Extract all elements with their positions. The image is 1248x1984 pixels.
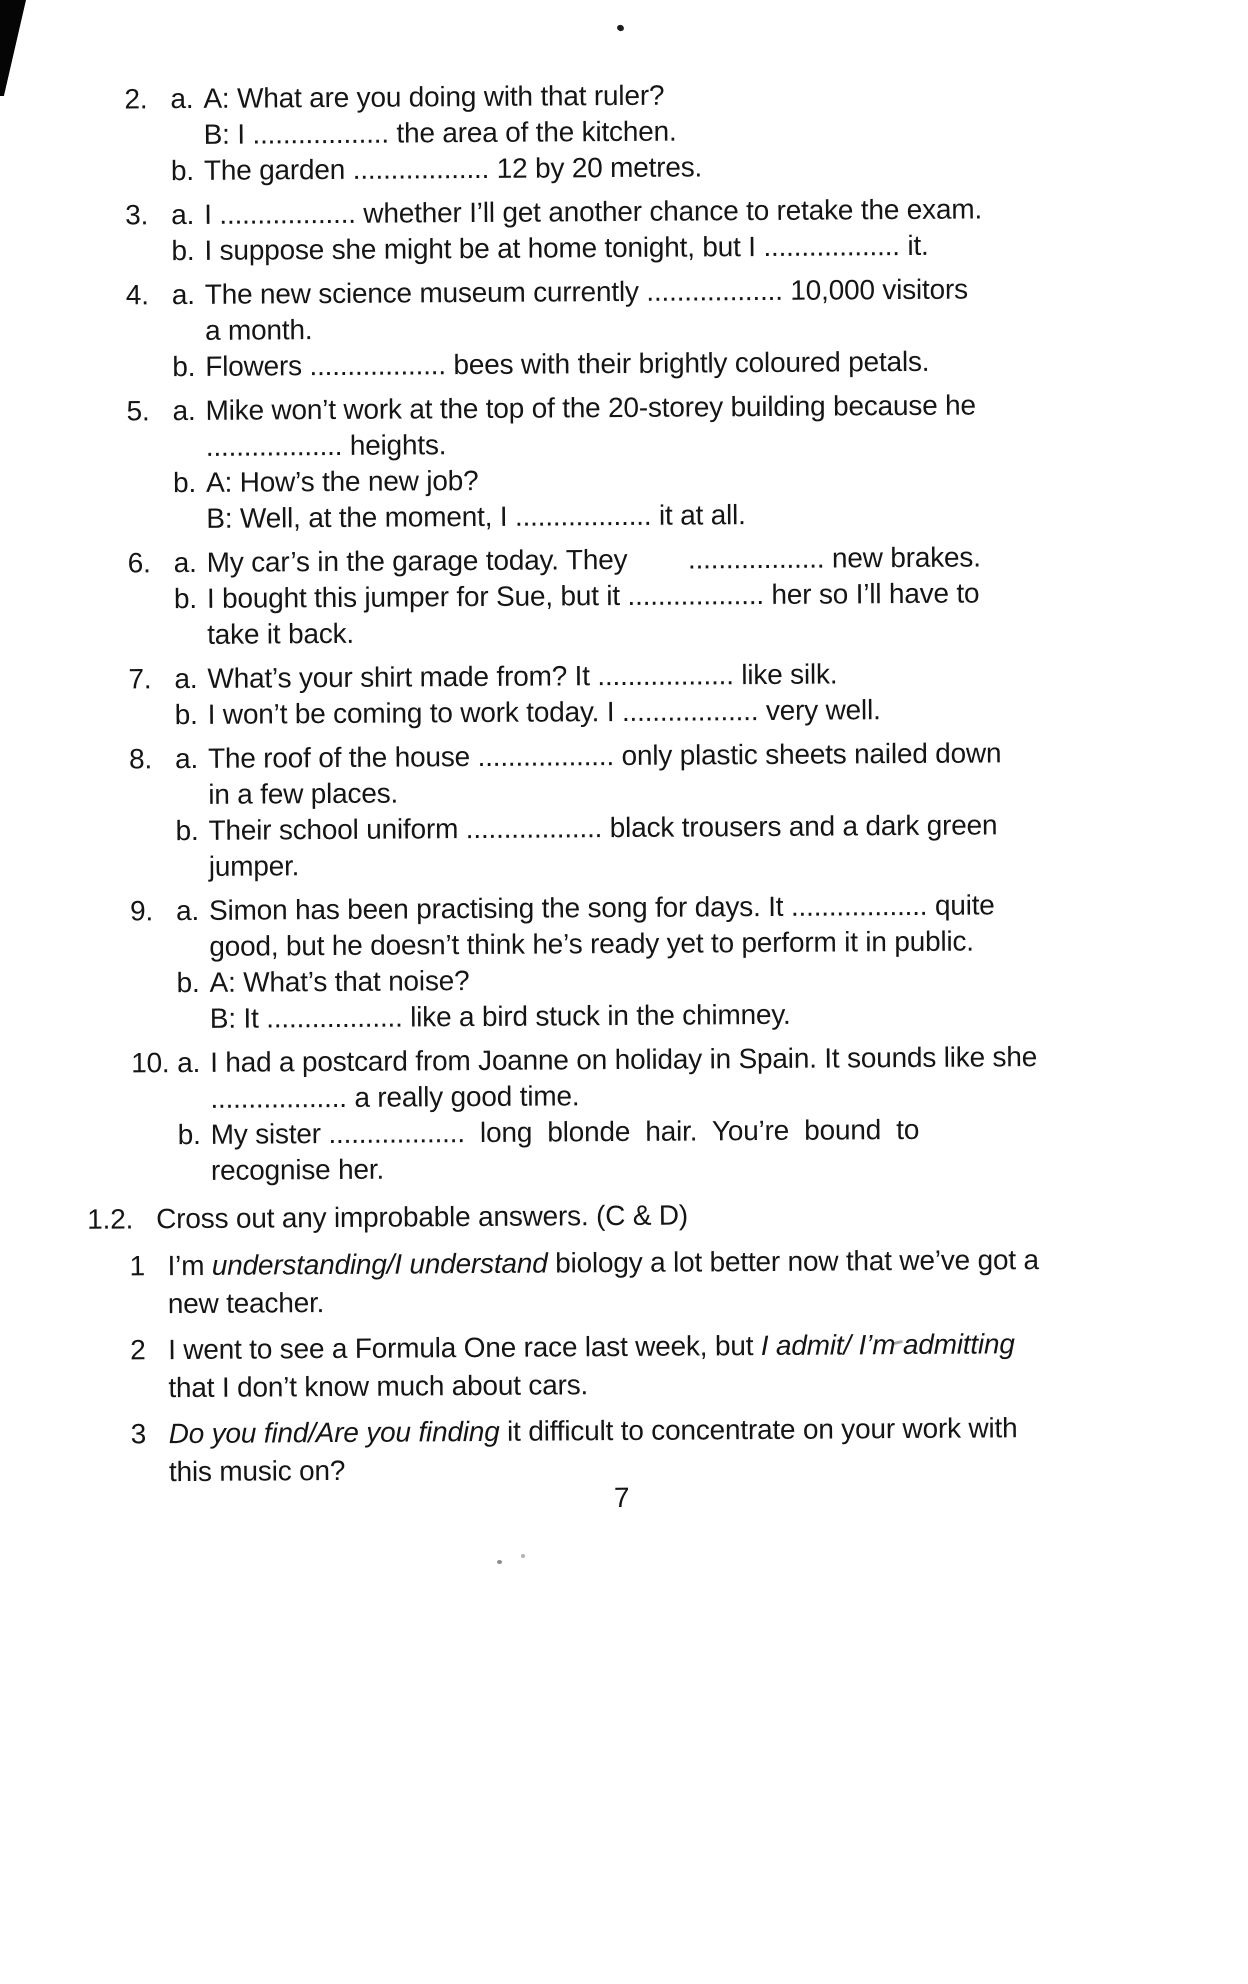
text-line: Flowers .................. bees with their brightly coloured petals. <box>205 345 930 382</box>
part-label: a. <box>174 742 199 775</box>
text-line: B: I .................. the area of the kitchen. <box>203 115 677 150</box>
item-number: 10. <box>131 1047 170 1079</box>
item-parts <box>170 75 1045 189</box>
text-line: A: How’s the new job? <box>205 464 479 498</box>
item-parts <box>176 887 1051 1037</box>
text-line: The new science museum currently .................. 10,000 visitors <box>204 273 968 310</box>
item-number: 6. <box>127 547 151 579</box>
exercise-item <box>128 655 1048 733</box>
part-text <box>207 575 1048 653</box>
item-parts <box>175 735 1050 885</box>
item-parts <box>174 539 1049 653</box>
section-item-text <box>168 1325 1054 1407</box>
text-line: I bought this jumper for Sue, but it .................. her so I’ll have to <box>206 577 980 614</box>
item-number: 4. <box>125 279 149 311</box>
item-number: 2. <box>124 83 148 115</box>
part-text <box>207 539 1048 581</box>
item-part <box>174 655 1048 697</box>
text-line: B: It .................. like a bird stuck in the chimney. <box>209 998 791 1034</box>
item-number: 3. <box>125 199 149 231</box>
section-item <box>130 1325 1054 1407</box>
text-line: Simon has been practising the song for days. It .................. quite <box>208 889 995 926</box>
part-text <box>205 343 1046 385</box>
item-part <box>173 459 1047 537</box>
item-part <box>176 887 1050 965</box>
text-line: good, but he doesn’t think he’s ready yet to perform it in public. <box>209 925 974 962</box>
section-items <box>129 1241 1054 1491</box>
part-label: b. <box>175 814 199 847</box>
part-text <box>204 227 1045 269</box>
item-part <box>178 1111 1052 1189</box>
text-line: take it back. <box>207 617 355 650</box>
part-label: b. <box>177 1118 201 1151</box>
sentence-text: I’m <box>167 1249 212 1282</box>
item-parts <box>177 1039 1052 1189</box>
text-line: I .................. whether I’ll get another chance to retake the exam. <box>204 193 983 230</box>
section-item-number: 3 <box>130 1418 147 1450</box>
part-text <box>211 1111 1052 1189</box>
sentence-text: I went to see a Formula One race last week, but <box>168 1330 761 1366</box>
text-line: a month. <box>204 314 313 346</box>
item-number: 5. <box>126 395 150 427</box>
part-text <box>204 191 1045 233</box>
section-item-number: 1 <box>129 1250 146 1282</box>
part-text <box>204 147 1045 189</box>
page-content <box>79 75 1054 1500</box>
part-label: b. <box>172 466 197 499</box>
part-label: a. <box>171 278 195 311</box>
exercise-item <box>125 191 1045 269</box>
section-item-text <box>169 1409 1055 1491</box>
item-part <box>177 1039 1051 1117</box>
part-label: a. <box>174 662 198 695</box>
page-number: 7 <box>613 1481 630 1514</box>
part-label: a. <box>177 1046 201 1079</box>
part-label: a. <box>171 198 195 231</box>
sentence-text: that I don’t know much about cars. <box>168 1328 1023 1404</box>
sentence-text: biology a lot better now that we’ve got a new teacher. <box>167 1244 1047 1320</box>
part-label: a. <box>173 546 197 579</box>
text-line: The garden .................. 12 by 20 metres. <box>203 151 703 186</box>
text-line: I won’t be coming to work today. I .................. very well. <box>207 694 881 730</box>
item-part <box>176 959 1050 1037</box>
text-line: My sister .................. long blonde hair. You’re bound to <box>210 1113 920 1150</box>
text-line: What’s your shirt made from? It .................. like silk. <box>207 658 838 694</box>
part-label: b. <box>170 154 194 187</box>
section-item-number: 2 <box>130 1334 146 1366</box>
text-line: .................. a really good time. <box>210 1080 580 1114</box>
item-number: 7. <box>128 663 152 695</box>
text-line: Mike won’t work at the top of the 20-storey building because he <box>205 389 976 426</box>
part-label: b. <box>174 698 198 731</box>
text-line: .................. heights. <box>205 429 447 462</box>
part-text <box>205 271 1046 349</box>
part-text <box>209 887 1050 965</box>
part-label: b. <box>171 234 195 267</box>
part-text <box>203 75 1044 153</box>
exercise-item <box>130 887 1051 1037</box>
part-label: b. <box>176 966 200 999</box>
part-text <box>205 387 1046 465</box>
item-part <box>172 387 1046 465</box>
exercise-item <box>126 387 1047 537</box>
item-part <box>175 807 1049 885</box>
part-text <box>208 691 1049 733</box>
part-text <box>210 1039 1051 1117</box>
text-line: jumper. <box>208 850 300 882</box>
item-parts <box>174 655 1048 733</box>
item-part <box>172 343 1046 385</box>
part-label: a. <box>170 82 194 115</box>
exercise-item <box>124 75 1045 189</box>
choice-text: understanding/I understand <box>211 1247 548 1281</box>
item-part <box>175 735 1049 813</box>
text-line: in a few places. <box>208 777 399 810</box>
section-heading <box>87 1193 1052 1240</box>
section-title: Cross out any improbable answers. (C & D) <box>156 1199 689 1235</box>
part-text <box>206 459 1047 537</box>
part-label: a. <box>172 394 196 427</box>
part-text <box>208 735 1049 813</box>
part-label: b. <box>173 582 197 615</box>
choice-text: Do you find/Are you finding <box>168 1415 500 1450</box>
part-label: b. <box>172 350 196 383</box>
item-parts <box>172 271 1047 385</box>
text-line: B: Well, at the moment, I .................. it at all. <box>206 499 746 534</box>
sentence-text: it difficult to concentrate on your work with this music on? <box>168 1412 1026 1488</box>
part-text <box>209 959 1050 1037</box>
section-item <box>129 1241 1053 1323</box>
item-part <box>170 75 1044 153</box>
exercise-item <box>129 735 1050 885</box>
text-line: My car’s in the garage today. They .................. new brakes. <box>206 541 981 578</box>
choice-text: I admit/ I’m admitting <box>760 1328 1015 1362</box>
part-label: a. <box>175 894 200 927</box>
part-text <box>207 655 1048 697</box>
item-parts <box>172 387 1047 537</box>
text-line: A: What are you doing with that ruler? <box>203 79 665 114</box>
text-line: I suppose she might be at home tonight, but I .................. it. <box>204 229 929 266</box>
item-number: 8. <box>128 743 153 775</box>
section-1-2 <box>87 1193 1054 1492</box>
part-text <box>208 807 1049 885</box>
item-number: 9. <box>129 895 154 927</box>
item-part <box>171 227 1045 269</box>
section-item-text <box>167 1241 1053 1323</box>
exercise-list <box>124 75 1052 1189</box>
exercise-item <box>126 271 1047 385</box>
text-line: Their school uniform .................. black trousers and a dark green <box>208 809 998 846</box>
item-part <box>174 575 1048 653</box>
item-part <box>171 147 1045 189</box>
item-parts <box>171 191 1045 269</box>
item-part <box>175 691 1049 733</box>
section-number: 1.2. <box>87 1203 134 1235</box>
text-line: The roof of the house .................. only plastic sheets nailed down <box>207 737 1002 774</box>
item-part <box>174 539 1048 581</box>
text-line: A: What’s that noise? <box>209 965 470 998</box>
text-line: I had a postcard from Joanne on holiday in Spain. It sounds like she <box>210 1041 1038 1078</box>
exercise-item <box>128 539 1049 653</box>
item-part <box>172 271 1046 349</box>
item-part <box>171 191 1045 233</box>
exercise-item <box>131 1039 1052 1189</box>
text-line: recognise her. <box>210 1153 385 1186</box>
